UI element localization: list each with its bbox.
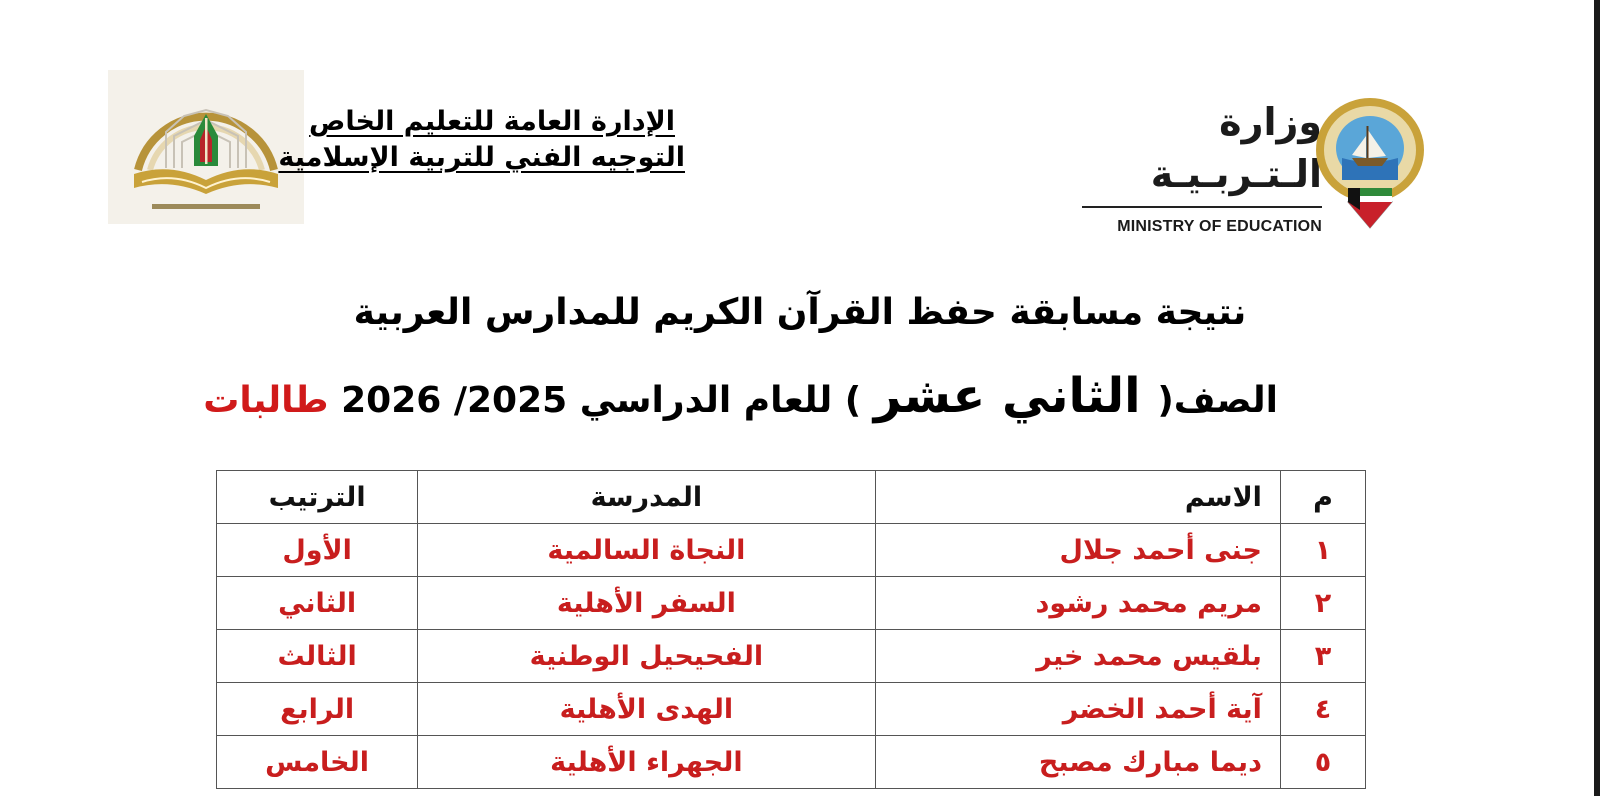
row-rank: الخامس bbox=[217, 736, 418, 789]
row-num: ٥ bbox=[1280, 736, 1365, 789]
department-header bbox=[278, 104, 685, 176]
row-name: مريم محمد رشود bbox=[875, 577, 1280, 630]
header-name: الاسم bbox=[875, 471, 1280, 524]
ministry-divider bbox=[1082, 206, 1322, 208]
audience-label: طالبات bbox=[203, 380, 329, 421]
row-rank: الرابع bbox=[217, 683, 418, 736]
header-num: م bbox=[1280, 471, 1365, 524]
table-row bbox=[217, 630, 1366, 683]
competition-title: نتيجة مسابقة حفظ القرآن الكريم للمدارس العربية bbox=[353, 292, 1247, 333]
row-school: النجاة السالمية bbox=[418, 524, 875, 577]
row-school: الفحيحيل الوطنية bbox=[418, 630, 875, 683]
header-rank: الترتيب bbox=[217, 471, 418, 524]
table-row bbox=[217, 577, 1366, 630]
ministry-header bbox=[1082, 96, 1322, 236]
kuwait-state-emblem-icon bbox=[1308, 92, 1432, 232]
islamic-education-emblem-icon bbox=[108, 70, 304, 224]
row-rank: الأول bbox=[217, 524, 418, 577]
header-school: المدرسة bbox=[418, 471, 875, 524]
row-num: ١ bbox=[1280, 524, 1365, 577]
table-row bbox=[217, 736, 1366, 789]
ministry-name-english: MINISTRY OF EDUCATION bbox=[1117, 218, 1322, 235]
row-num: ٢ bbox=[1280, 577, 1365, 630]
grade-name: الثاني عشر bbox=[873, 368, 1158, 424]
row-name: ديما مبارك مصبح bbox=[875, 736, 1280, 789]
row-school: الجهراء الأهلية bbox=[418, 736, 875, 789]
grade-year-title bbox=[203, 368, 1278, 424]
row-name: جنى أحمد جلال bbox=[875, 524, 1280, 577]
ministry-name-arabic: وزارة الـتـربـيـة bbox=[1150, 100, 1322, 196]
table-row bbox=[217, 524, 1366, 577]
table-header-row bbox=[217, 471, 1366, 524]
results-table bbox=[216, 470, 1366, 789]
grade-suffix-year: ) للعام الدراسي 2025/ 2026 bbox=[328, 380, 874, 421]
row-rank: الثالث bbox=[217, 630, 418, 683]
department-line-1: الإدارة العامة للتعليم الخاص bbox=[309, 106, 675, 137]
row-num: ٣ bbox=[1280, 630, 1365, 683]
department-line-2: التوجيه الفني للتربية الإسلامية bbox=[278, 142, 685, 173]
row-rank: الثاني bbox=[217, 577, 418, 630]
table-row bbox=[217, 683, 1366, 736]
grade-prefix: الصف( bbox=[1157, 380, 1278, 421]
row-name: آية أحمد الخضر bbox=[875, 683, 1280, 736]
row-school: السفر الأهلية bbox=[418, 577, 875, 630]
row-name: بلقيس محمد خير bbox=[875, 630, 1280, 683]
row-school: الهدى الأهلية bbox=[418, 683, 875, 736]
page-right-edge bbox=[1594, 0, 1600, 796]
row-num: ٤ bbox=[1280, 683, 1365, 736]
